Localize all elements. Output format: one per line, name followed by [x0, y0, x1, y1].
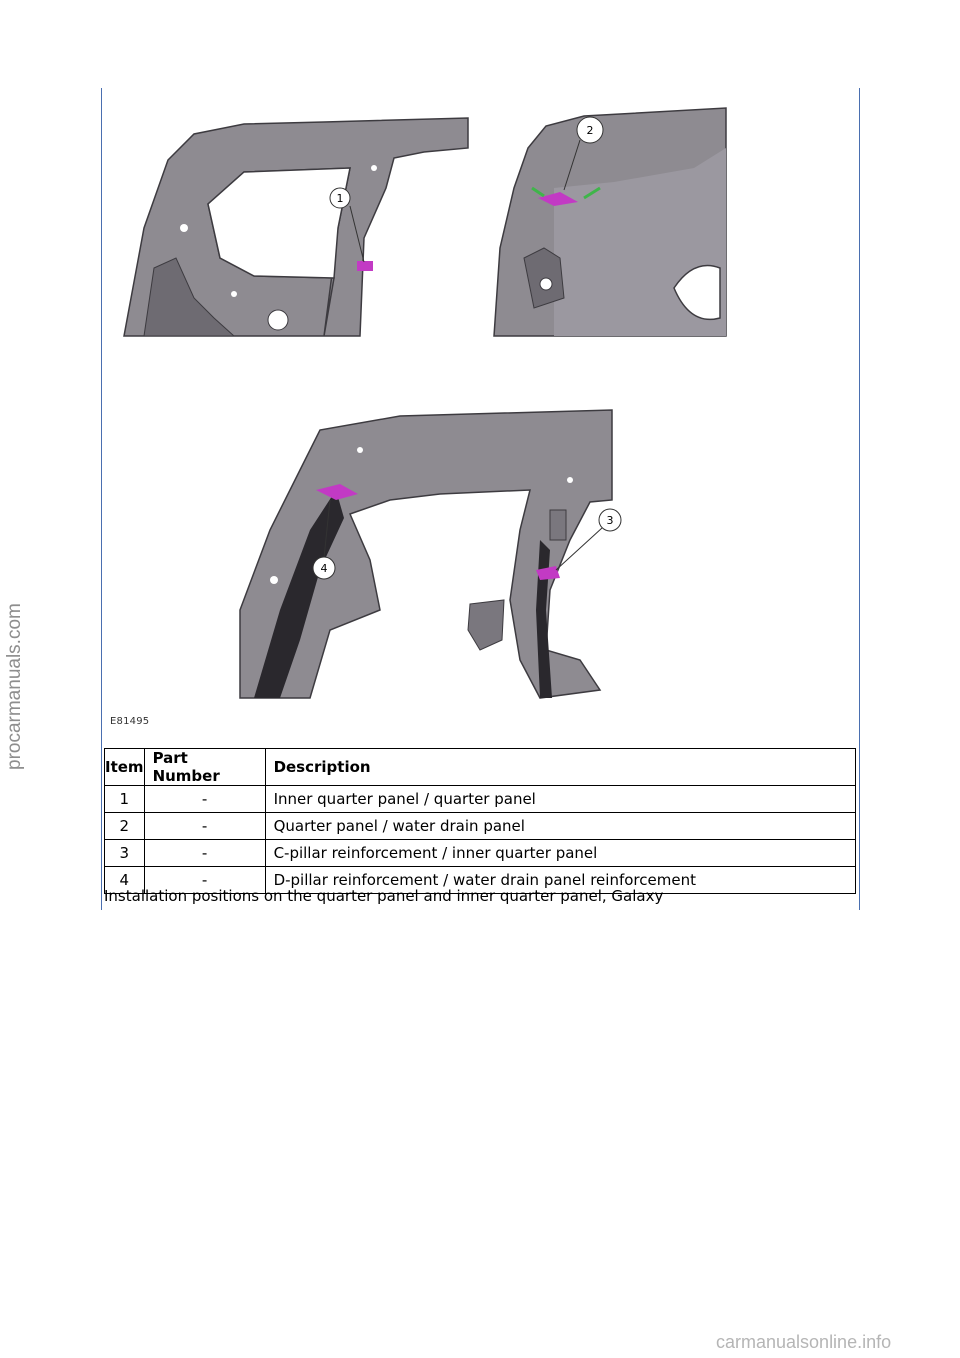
cell-description: C-pillar reinforcement / inner quarter panel [265, 840, 855, 867]
table-row [105, 813, 856, 840]
callout-2-label: 2 [586, 124, 594, 137]
figure-code: E81495 [110, 716, 150, 727]
table-row [105, 786, 856, 813]
cell-part-number: - [144, 813, 265, 840]
watermark-carmanualsonline: carmanualsonline.info [716, 1332, 892, 1352]
page-frame-right-line [859, 88, 860, 910]
figure-pillar-reinforcements [240, 410, 612, 698]
cell-part-number: - [144, 840, 265, 867]
figure-inner-quarter-panel [124, 108, 468, 336]
cell-item: 2 [105, 813, 145, 840]
cell-description: D-pillar reinforcement / water drain panel reinforcement [265, 867, 855, 894]
cell-description: Inner quarter panel / quarter panel [265, 786, 855, 813]
header-description: Description [265, 749, 855, 786]
table-row [105, 840, 856, 867]
callout-3-label: 3 [606, 514, 614, 527]
callout-1-label: 1 [336, 192, 344, 205]
cell-item: 4 [105, 867, 145, 894]
figure-caption: Installation positions on the quarter panel and inner quarter panel, Galaxy [104, 887, 664, 905]
cell-item: 1 [105, 786, 145, 813]
highlight-mark-1 [357, 261, 373, 271]
cell-part-number: - [144, 867, 265, 894]
figure-quarter-panel [494, 108, 726, 336]
cell-item: 3 [105, 840, 145, 867]
callout-4-label: 4 [320, 562, 328, 575]
page-frame-left-line [101, 88, 102, 910]
header-part-number: Part Number [144, 749, 265, 786]
watermark-procarmanuals: procarmanuals.com [4, 603, 25, 770]
header-item: Item [105, 749, 145, 786]
cell-description: Quarter panel / water drain panel [265, 813, 855, 840]
table-header-row [105, 749, 856, 786]
cell-part-number: - [144, 786, 265, 813]
parts-table [104, 748, 856, 894]
